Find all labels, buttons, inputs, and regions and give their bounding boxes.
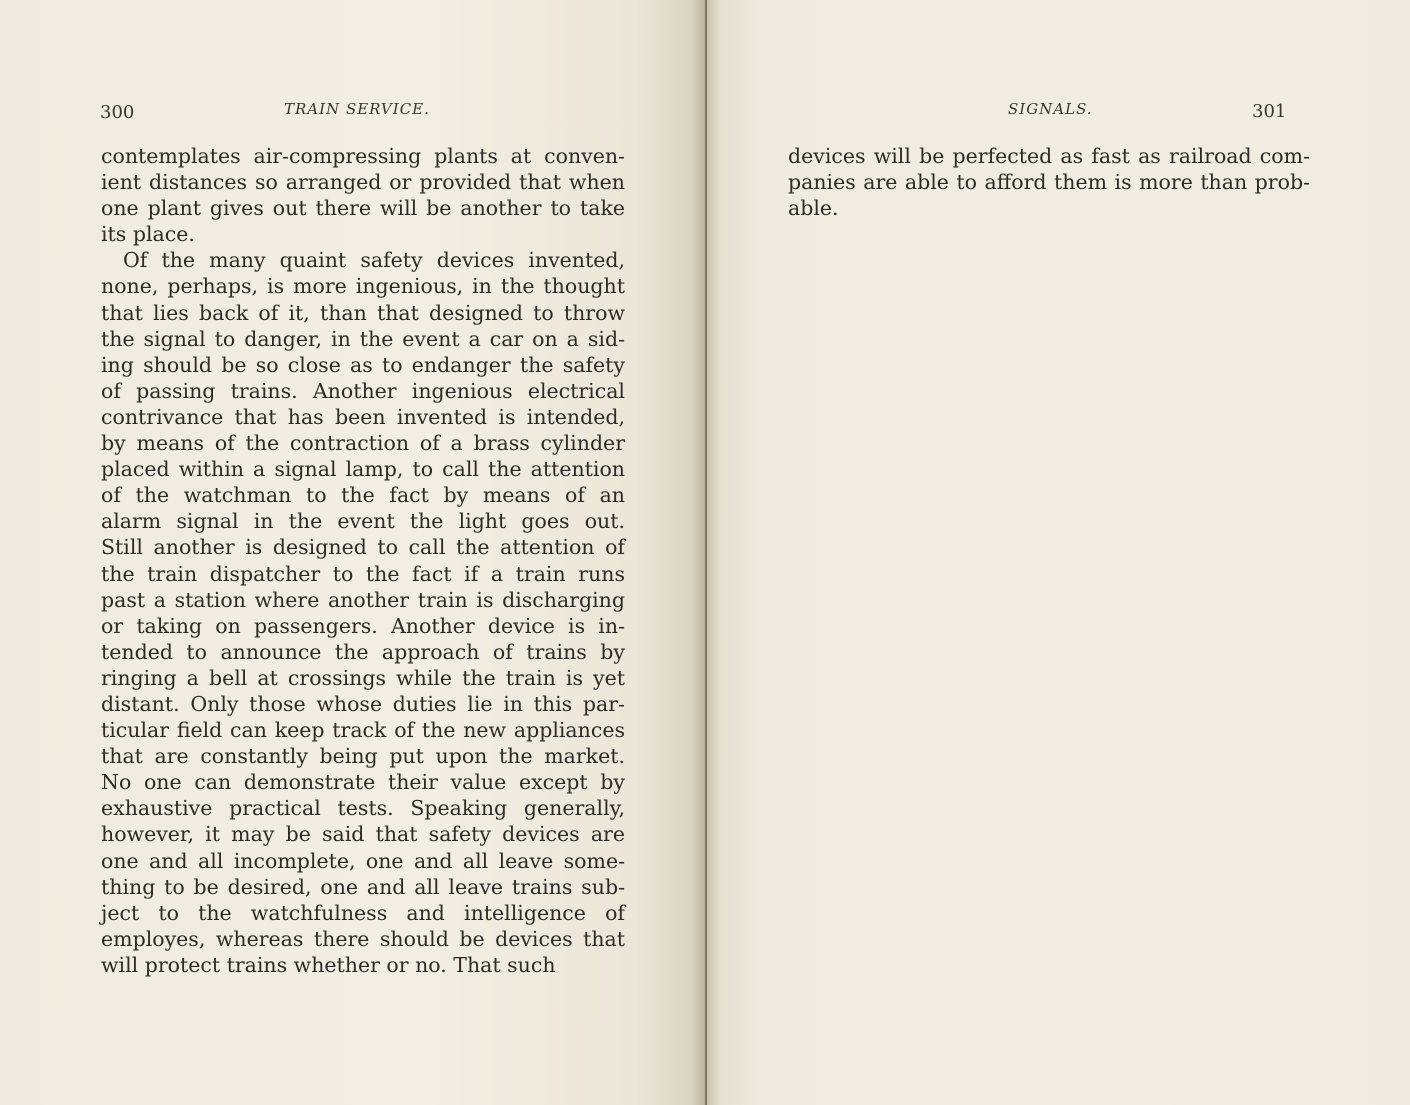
book-gutter — [705, 0, 707, 1105]
right-page — [706, 0, 1410, 1105]
text-line: that are constantly being put upon the market. — [101, 744, 625, 769]
page-body — [788, 143, 1310, 221]
text-line: the train dispatcher to the fact if a train runs — [101, 561, 625, 586]
text-line: exhaustive practical tests. Speaking generally, — [101, 796, 625, 821]
text-line: employes, whereas there should be devices that — [101, 926, 625, 951]
running-head: TRAIN SERVICE. — [284, 100, 430, 118]
text-line: distant. Only those whose duties lie in this par- — [101, 691, 625, 716]
text-line: placed within a signal lamp, to call the attention — [101, 457, 625, 482]
text-line: or taking on passengers. Another device is in- — [101, 613, 625, 638]
text-line: devices will be perfected as fast as railroad com- — [788, 144, 1310, 168]
text-line: its place. — [101, 222, 195, 247]
text-line: ject to the watchfulness and intelligence of — [101, 900, 625, 925]
text-line: the signal to danger, in the event a car on a sid- — [101, 326, 625, 351]
text-line: by means of the contraction of a brass cylinder — [101, 431, 625, 456]
page-number: 300 — [100, 102, 135, 123]
text-line: tended to announce the approach of trains by — [101, 639, 625, 664]
running-head: SIGNALS. — [1008, 100, 1093, 118]
text-line: contemplates air-compressing plants at conven- — [101, 144, 625, 168]
page-body — [101, 143, 625, 978]
text-line: ringing a bell at crossings while the train is yet — [101, 665, 625, 690]
text-line: alarm signal in the event the light goes out. — [101, 509, 625, 534]
text-line: none, perhaps, is more ingenious, in the thought — [101, 274, 625, 299]
text-line: No one can demonstrate their value except by — [101, 770, 625, 795]
text-line: of passing trains. Another ingenious electrical — [101, 378, 625, 403]
text-line: past a station where another train is discharging — [101, 587, 625, 612]
page-number: 301 — [1252, 101, 1287, 122]
text-line: however, it may be said that safety devices are — [101, 822, 625, 847]
text-line: one and all incomplete, one and all leave some- — [101, 848, 625, 873]
text-line: panies are able to afford them is more than prob- — [788, 170, 1310, 195]
text-line: that lies back of it, than that designed to throw — [101, 300, 625, 325]
text-line: ing should be so close as to endanger the safety — [101, 352, 625, 377]
text-line: will protect trains whether or no. That such — [101, 952, 556, 977]
text-line: Of the many quaint safety devices invented, — [123, 248, 625, 273]
text-line: ticular field can keep track of the new appliances — [101, 718, 625, 743]
text-line: able. — [788, 196, 839, 221]
text-line: one plant gives out there will be another to take — [101, 196, 625, 221]
text-line: ient distances so arranged or provided that when — [101, 170, 625, 195]
text-line: contrivance that has been invented is intended, — [101, 404, 625, 429]
text-line: thing to be desired, one and all leave trains sub- — [101, 874, 625, 899]
text-line: Still another is designed to call the attention of — [101, 535, 625, 560]
text-line: of the watchman to the fact by means of an — [101, 483, 625, 508]
